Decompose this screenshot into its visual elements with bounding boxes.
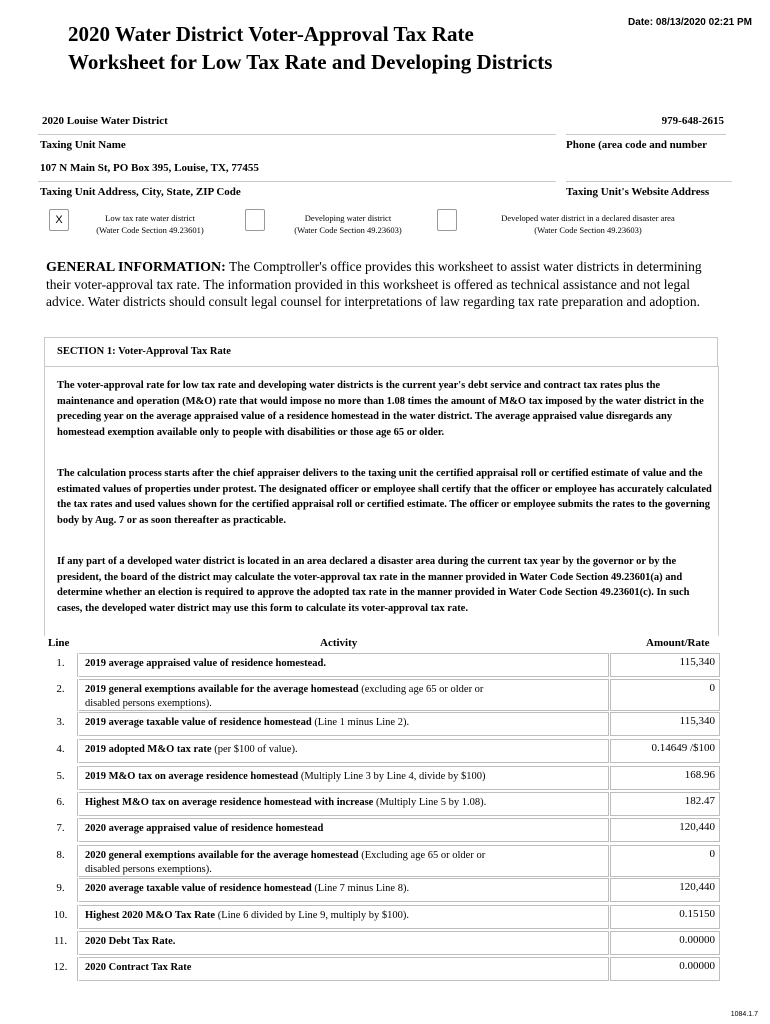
activity-bold-text: 2020 general exemptions available for the average homestead [85,850,359,861]
disaster-area-checkbox[interactable] [437,209,457,231]
taxing-unit-name-label: Taxing Unit Name [40,139,126,151]
developing-district-checkbox[interactable] [245,209,265,231]
amount-field[interactable]: 168.96 [610,766,720,790]
col-activity-header: Activity [320,637,358,649]
line-number: 4. [44,739,78,763]
activity-detail-text: (per $100 of value). [211,744,298,755]
activity-bold-text: 2020 Debt Tax Rate. [85,936,176,947]
activity-cell [79,818,609,842]
form-id: 1084.1.7 [730,1011,758,1018]
name-rule [38,134,556,135]
disaster-area-label: Developed water district in a declared disaster area (Water Code Section 49.23603) [501,213,675,235]
table-row [44,931,720,955]
activity-detail-text: (Line 1 minus Line 2). [311,717,410,728]
table-row [44,766,720,790]
activity-detail-text: (Line 6 divided by Line 9, multiply by $100). [215,910,410,921]
activity-bold-text: 2019 general exemptions available for the average homestead [85,684,359,695]
line-number: 1. [44,653,78,677]
amount-field[interactable]: 120,440 [610,878,720,902]
general-information-heading: GENERAL INFORMATION: [46,260,226,275]
activity-detail-line-2: disabled persons exemptions). [85,698,212,709]
amount-field[interactable]: 120,440 [610,818,720,842]
activity-bold-text: 2020 Contract Tax Rate [85,962,192,973]
table-row [44,818,720,842]
table-row [44,792,720,816]
website-rule [566,181,732,182]
activity-bold-text: 2019 M&O tax on average residence homestead [85,771,299,782]
section-left-border [44,366,45,636]
line-number: 3. [44,712,78,736]
line-number: 8. [44,845,78,877]
table-row [44,905,720,929]
activity-bold-text: 2019 average appraised value of residence homestead. [85,658,326,669]
activity-cell [79,679,609,711]
table-row [44,712,720,736]
activity-detail-text: (Excluding age 65 or older or [358,850,486,861]
taxing-unit-address-label: Taxing Unit Address, City, State, ZIP Code [40,186,241,198]
table-row [44,679,720,711]
activity-bold-text: 2019 average taxable value of residence homestead [85,717,312,728]
activity-cell [79,739,609,763]
activity-cell [79,712,609,736]
general-information-text: The Comptroller's office provides this worksheet to assist water districts in determining their voter-approval tax rate. The information provided in this worksheet is offered as technical assistance and not legal advice. Water districts should consult legal counsel for interpretations of law regarding tax rate preparation and adoption. [46,259,702,309]
table-row [44,957,720,981]
activity-cell [79,653,609,677]
amount-field[interactable]: 0.00000 [610,957,720,981]
phone-label: Phone (area code and number [566,139,707,151]
amount-field[interactable]: 0 [610,679,720,711]
website-label: Taxing Unit's Website Address [566,186,710,198]
amount-field[interactable]: 182.47 [610,792,720,816]
line-number: 10. [44,905,78,929]
section-1-paragraph-3: If any part of a developed water district is located in an area declared a disaster area during the current tax year by the governor or by the president, the board of the district may calculate the voter-approval tax rate in the manner provided in Water Code Section 49.23601(a) and determine whether an election is required to approve the adopted tax rate in the manner provided in Water Code Section 49.23601(c). In such cases, the developed water district may use this form to calculate its voter-approval tax rate. [57,556,690,615]
table-row [44,845,720,877]
line-number: 2. [44,679,78,711]
activity-bold-text: 2019 adopted M&O tax rate [85,744,212,755]
activity-cell [79,766,609,790]
general-information [46,258,726,310]
line-number: 5. [44,766,78,790]
activity-cell [79,905,609,929]
developing-district-label: Developing water district (Water Code Section 49.23603) [294,213,402,235]
line-number: 9. [44,878,78,902]
activity-cell [79,845,609,877]
section-right-border [718,366,719,636]
table-row [44,878,720,902]
line-number: 6. [44,792,78,816]
activity-detail-text: (Line 7 minus Line 8). [311,883,410,894]
col-line-header: Line [48,637,70,649]
low-tax-rate-checkbox[interactable]: X [49,209,69,231]
line-number: 7. [44,818,78,842]
activity-detail-text: (Multiply Line 3 by Line 4, divide by $100) [298,771,486,782]
taxing-unit-address-value[interactable]: 107 N Main St, PO Box 395, Louise, TX, 77455 [40,162,259,174]
amount-field[interactable]: 0 [610,845,720,877]
activity-bold-text: Highest M&O tax on average residence homestead with increase [85,797,374,808]
address-rule [38,181,556,182]
section-1-header [44,337,718,367]
line-number: 11. [44,931,78,955]
phone-value[interactable]: 979-648-2615 [661,115,724,127]
phone-rule [566,134,726,135]
section-1-paragraph-2: The calculation process starts after the chief appraiser delivers to the taxing unit the certified appraisal roll or certified estimate of value and the estimated values of properties under protest. The designated officer or employee shall certify that the officer or employee has accurately calculated the tax rates and used values shown for the certified appraisal roll or certified estimate. The officer or employee submits the rates to the governing body by Aug. 7 or as soon thereafter as practicable. [57,468,712,527]
activity-detail-text: (Multiply Line 5 by 1.08). [373,797,487,808]
activity-bold-text: 2020 average appraised value of residence homestead [85,823,324,834]
amount-field[interactable]: 0.00000 [610,931,720,955]
low-tax-rate-label: Low tax rate water district (Water Code Section 49.23601) [96,213,204,235]
line-number: 12. [44,957,78,981]
activity-cell [79,792,609,816]
amount-field[interactable]: 115,340 [610,712,720,736]
amount-field[interactable]: 115,340 [610,653,720,677]
activity-bold-text: Highest 2020 M&O Tax Rate [85,910,216,921]
amount-field[interactable]: 0.14649 /$100 [610,739,720,763]
section-1-paragraph-1: The voter-approval rate for low tax rate and developing water districts is the current year's debt service and contract tax rates plus the maintenance and operation (M&O) rate that would impose no more than 1.08 times the amount of M&O tax imposed by the water district in the preceding year on the average appraised value of a residence homestead in the water district. The average appraised value disregards any homestead exemption available only to people with disabilities or those age 65 or older. [57,380,704,439]
print-date: Date: 08/13/2020 02:21 PM [628,17,752,28]
page-title: 2020 Water District Voter-Approval Tax Rate Worksheet for Low Tax Rate and Developing Districts [68,22,553,74]
taxing-unit-name-value[interactable]: 2020 Louise Water District [42,115,168,127]
activity-detail-line-2: disabled persons exemptions). [85,864,212,875]
activity-cell [79,957,609,981]
col-amount-header: Amount/Rate [646,637,710,649]
activity-cell [79,931,609,955]
table-row [44,653,720,677]
amount-field[interactable]: 0.15150 [610,905,720,929]
table-row [44,739,720,763]
activity-detail-text: (excluding age 65 or older or [358,684,484,695]
activity-cell [79,878,609,902]
activity-bold-text: 2020 average taxable value of residence homestead [85,883,312,894]
section-1-title: SECTION 1: Voter-Approval Tax Rate [57,346,231,357]
